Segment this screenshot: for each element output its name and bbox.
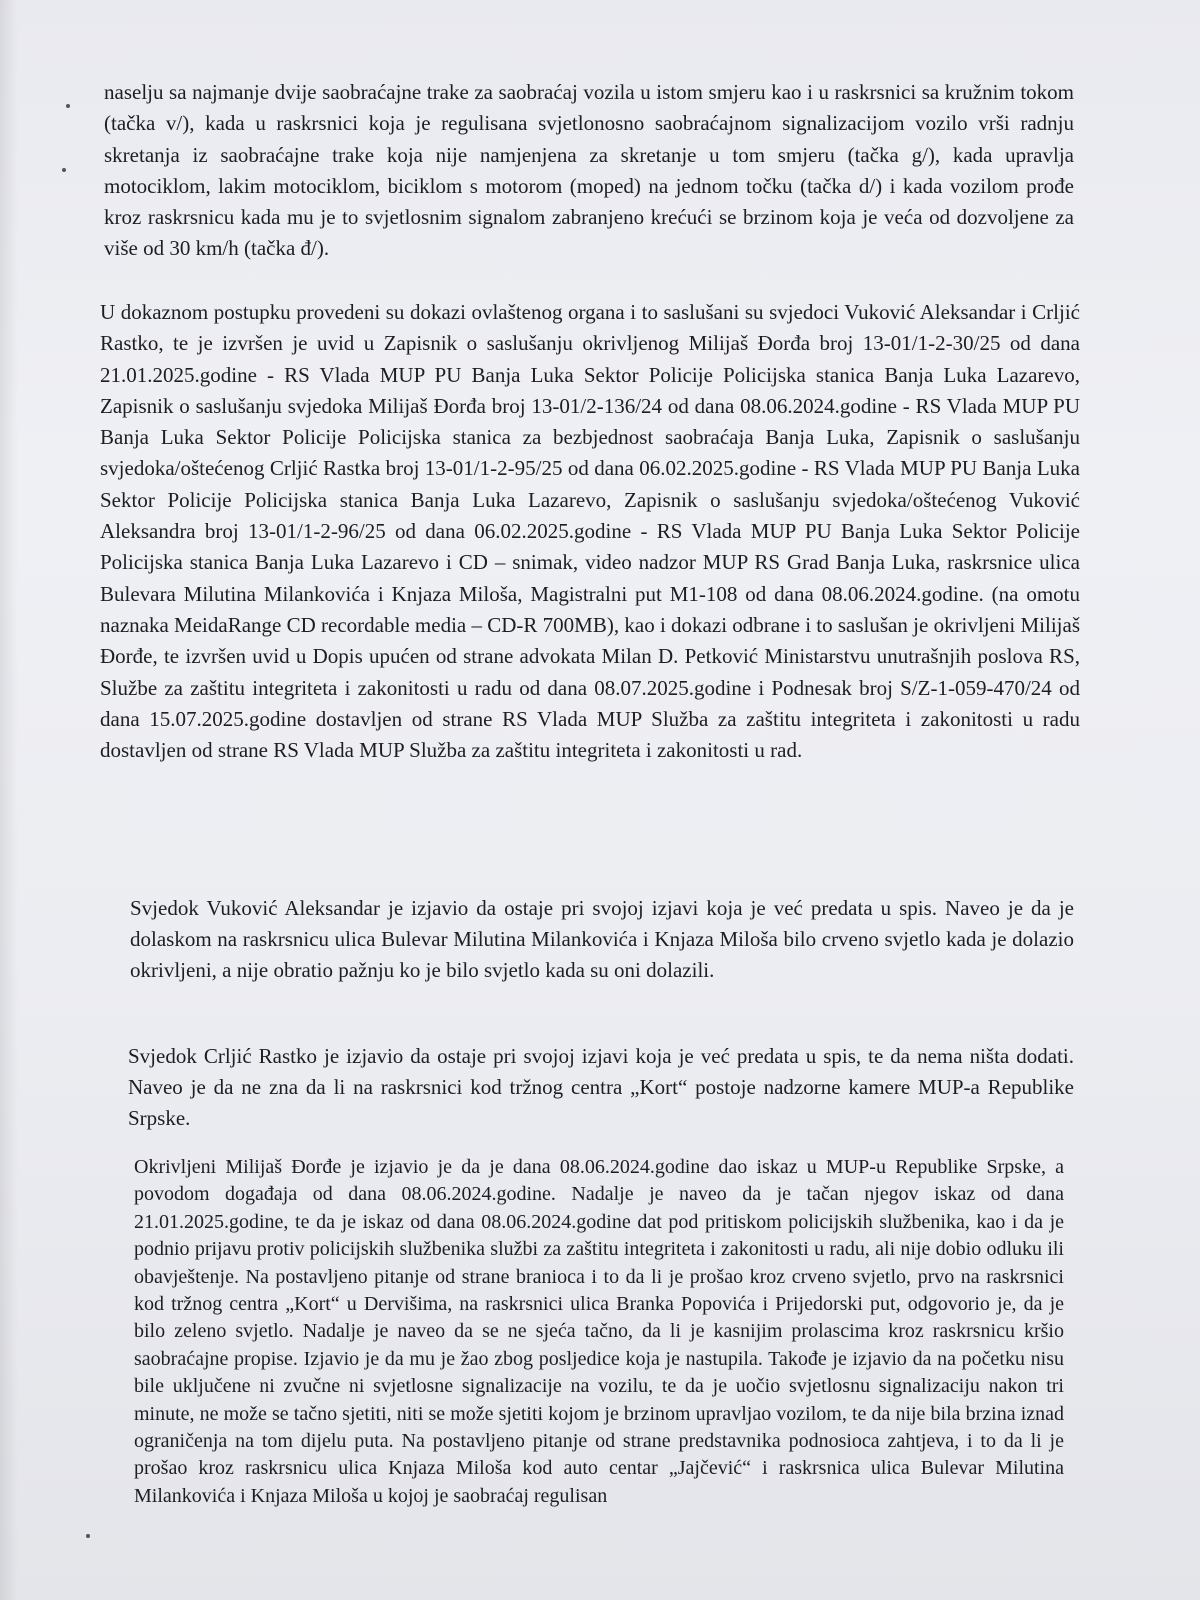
speck-mark bbox=[86, 1534, 90, 1538]
paragraph-witness-crljic: Svjedok Crljić Rastko je izjavio da ostaje pri svojoj izjavi koja je već predata u spis, te da nema ništa dodati. Naveo je da ne zna da li na raskrsnici kod tržnog centra „Kort“ postoje nadzorne kamere MUP-a Republike Srpske. bbox=[128, 1044, 1074, 1130]
paragraph-witness-vukovic: Svjedok Vuković Aleksandar je izjavio da ostaje pri svojoj izjavi koja je već predata u spis. Naveo je da je dolaskom na raskrsnicu ulica Bulevar Milutina Milankovića i Knjaza Miloša bilo crveno svjetlo kada je dolazio okrivljeni, a nije obratio pažnju ko je bilo svjetlo kada su oni dolazili. bbox=[130, 896, 1074, 982]
paragraph-evidence-procedure: U dokaznom postupku provedeni su dokazi ovlaštenog organa i to saslušani su svjedoci Vuković Aleksandar i Crljić Rastko, te je izvršen je uvid u Zapisnik o saslušanju okrivljenog Milijaš Đorđa broj 13-01/1-2-30/25 od dana 21.01.2025.godine - RS Vlada MUP PU Banja Luka Sektor Policije Policijska stanica Banja Luka Lazarevo, Zapisnik o saslušanju svjedoka Milijaš Đorđa broj 13-01/2-136/24 od dana 08.06.2024.godine - RS Vlada MUP PU Banja Luka Sektor Policije Policijska stanica za bezbjednost saobraćaja Banja Luka, Zapisnik o saslušanju svjedoka/oštećenog Crljić Rastka broj 13-01/1-2-95/25 od dana 06.02.2025.godine - RS Vlada MUP PU Banja Luka Sektor Policije Policijska stanica Banja Luka Lazarevo, Zapisnik o saslušanju svjedoka/oštećenog Vuković Aleksandra broj 13-01/1-2-96/25 od dana 06.02.2025.godine - RS Vlada MUP PU Banja Luka Sektor Policije Policijska stanica Banja Luka Lazarevo i CD – snimak, video nadzor MUP RS Grad Banja Luka, raskrsnice ulica Bulevara Milutina Milankovića i Knjaza Miloša, Magistralni put M1-108 od dana 08.06.2024.godine. (na omotu naznaka MeidaRange CD recordable media – CD-R 700MB), kao i dokazi odbrane i to saslušan je okrivljeni Milijaš Đorđe, te izvršen uvid u Dopis upućen od strane advokata Milan D. Petković Ministarstvu unutrašnjih poslova RS, Službe za zaštitu integriteta i zakonitosti u radu od dana 08.07.2025.godine i Podnesak broj S/Z-1-059-470/24 od dana 15.07.2025.godine dostavljen od strane RS Vlada MUP Služba za zaštitu integriteta i zakonitosti u radu dostavljen od strane RS Vlada MUP Služba za zaštitu integriteta i zakonitosti u rad. bbox=[100, 300, 1080, 763]
paragraph-traffic-offences: naselju sa najmanje dvije saobraćajne trake za saobraćaj vozila u istom smjeru kao i u raskrsnici sa kružnim tokom (tačka v/), kada u raskrsnici koja je regulisana svjetlonosno saobraćajnom signalizacijom vozilo vrši radnju skretanja iz saobraćajne trake koja nije namjenjena za skretanje u tom smjeru (tačka g/), kada upravlja motociklom, lakim motociklom, biciklom s motorom (moped) na jednom točku (tačka d/) i kada vozilom prođe kroz raskrsnicu kada mu je to svjetlosnim signalom zabranjeno krećući se brzinom koja je veća od dozvoljene za više od 30 km/h (tačka đ/). bbox=[104, 80, 1074, 261]
speck-mark bbox=[62, 168, 66, 172]
speck-mark bbox=[66, 104, 70, 108]
page-edge-shadow bbox=[0, 0, 18, 1600]
paragraph-defendant-statement: Okrivljeni Milijaš Đorđe je izjavio je da je dana 08.06.2024.godine dao iskaz u MUP-u Republike Srpske, a povodom događaja od dana 08.06.2024.godine. Nadalje je naveo da je tačan njegov iskaz od dana 21.01.2025.godine, te da je iskaz od dana 08.06.2024.godine dat pod pritiskom policijskih službenika, kao i da je podnio prijavu protiv policijskih službenika službi za zaštitu integriteta i zakonitosti u radu, ali nije dobio odluku ili obavještenje. Na postavljeno pitanje od strane branioca i to da li je prošao kroz crveno svjetlo, prvo na raskrsnici kod tržnog centra „Kort“ u Dervišima, na raskrsnici ulica Branka Popovića i Prijedorski put, odgovorio je, da je bilo zeleno svjetlo. Nadalje je naveo da se ne sjeća tačno, da li je kasnijim prolascima kroz raskrsnicu kršio saobraćajne propise. Izjavio je da mu je žao zbog posljedice koja je nastupila. Takođe je izjavio da na početku nisu bile uključene ni zvučne ni svjetlosne signalizacije na vozilu, te da je uočio svjetlosnu signalizaciju nakon tri minute, ne može se tačno sjetiti, niti se može sjetiti kojom je brzinom upravljao vozilom, te da nije bila brzina iznad ograničenja na tom dijelu puta. Na postavljeno pitanje od strane predstavnika podnosioca zahtjeva, i to da li je prošao kroz raskrsnicu ulica Knjaza Miloša kod auto centar „Jajčević“ i raskrsnica ulica Bulevar Milutina Milankovića i Knjaza Miloša u kojoj je saobraćaj regulisan bbox=[134, 1156, 1064, 1507]
